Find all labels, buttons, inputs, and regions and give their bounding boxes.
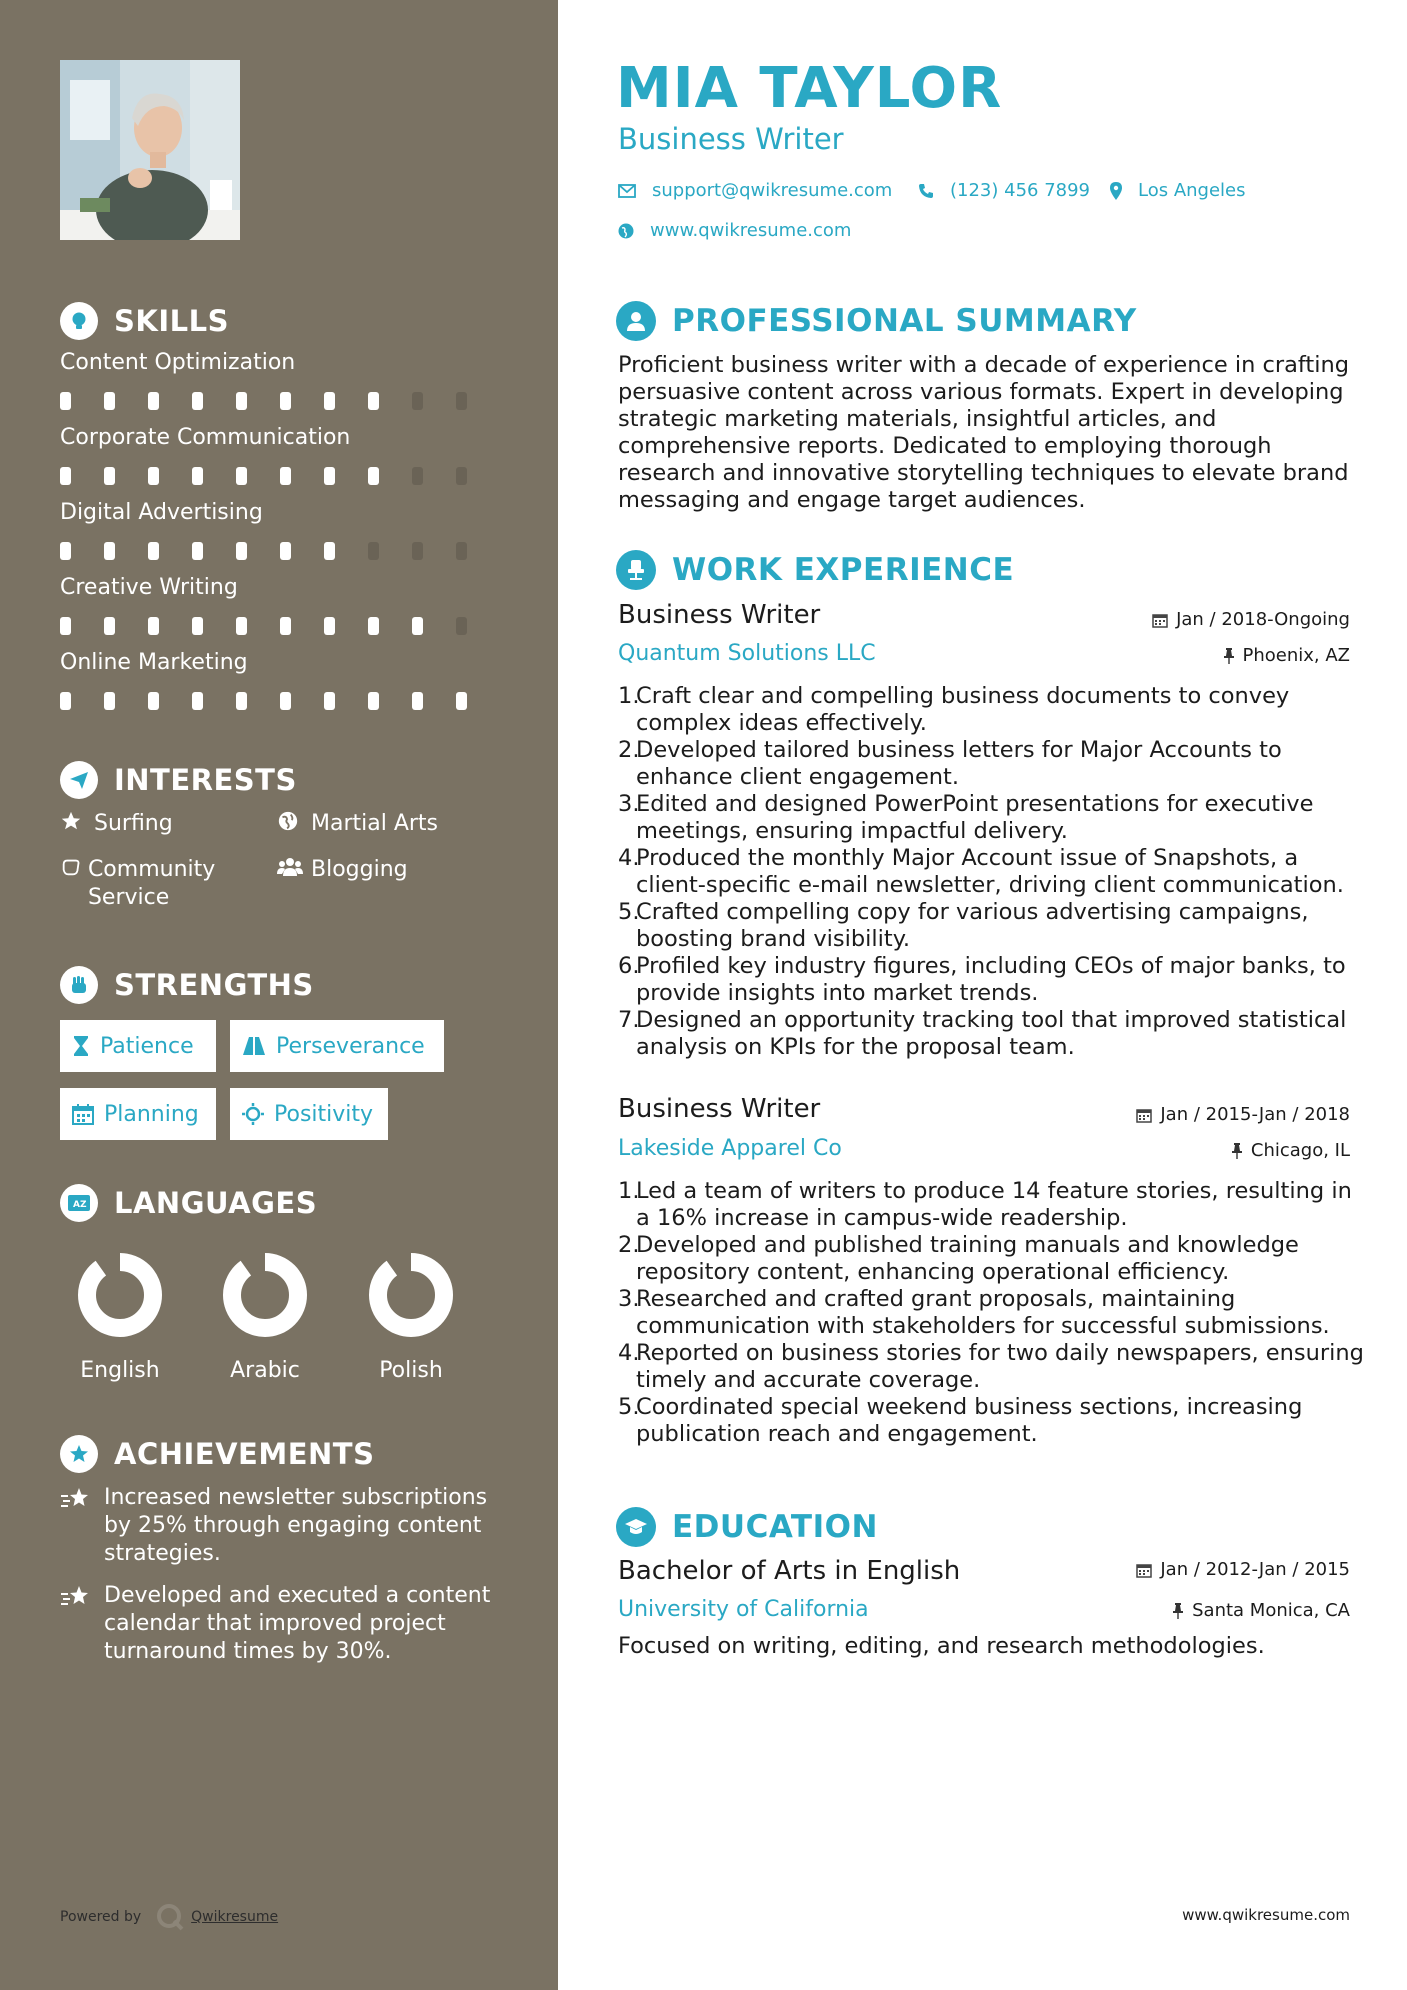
skill-dot-filled bbox=[236, 542, 247, 560]
skill-label: Digital Advertising bbox=[60, 500, 263, 525]
skill-dot-filled bbox=[148, 392, 159, 410]
skill-dot-filled bbox=[324, 617, 335, 635]
skill-dot-filled bbox=[280, 467, 291, 485]
skill-rating bbox=[60, 467, 500, 485]
skills-heading bbox=[60, 302, 229, 340]
strength-label: Positivity bbox=[274, 1101, 374, 1127]
job-location-text: Phoenix, AZ bbox=[1242, 645, 1350, 666]
achievement-item bbox=[60, 1484, 510, 1568]
skill-dot-filled bbox=[324, 392, 335, 410]
list-item: 5. Crafted compelling copy for various advertising campaigns, boosting brand visibility. bbox=[618, 899, 1309, 952]
skill-item bbox=[60, 650, 500, 710]
skill-dot-filled bbox=[280, 692, 291, 710]
achievements-title: ACHIEVEMENTS bbox=[114, 1437, 375, 1471]
interest-item bbox=[60, 856, 260, 912]
footer-website[interactable]: www.qwikresume.com bbox=[1182, 1906, 1350, 1924]
language-proficiency-ring bbox=[87, 1262, 153, 1328]
skill-dot-filled bbox=[368, 617, 379, 635]
skill-item bbox=[60, 575, 500, 635]
language-ring bbox=[220, 1250, 310, 1340]
job-location bbox=[1231, 1140, 1350, 1161]
shooting-star-icon bbox=[60, 1582, 104, 1666]
job-dates bbox=[1152, 609, 1350, 630]
skill-dot-empty bbox=[368, 542, 379, 560]
pushpin-icon bbox=[1223, 648, 1235, 664]
list-item: 5. Coordinated special weekend business sections, increasing publication reach and engagement. bbox=[618, 1394, 1303, 1447]
star-icon bbox=[60, 810, 90, 832]
skill-dot-filled bbox=[192, 542, 203, 560]
pushpin-icon bbox=[1172, 1603, 1184, 1619]
skill-dot-empty bbox=[412, 542, 423, 560]
phone-icon bbox=[918, 183, 934, 199]
skill-dot-empty bbox=[456, 467, 467, 485]
achievement-text: Increased newsletter subscriptions by 25% through engaging content strategies. bbox=[104, 1485, 488, 1566]
qwikresume-link[interactable]: Qwikresume bbox=[191, 1909, 279, 1925]
skill-dot-empty bbox=[412, 467, 423, 485]
sun-icon bbox=[242, 1103, 264, 1125]
skill-dot-filled bbox=[148, 692, 159, 710]
interests-title: INTERESTS bbox=[114, 763, 297, 797]
skill-dot-filled bbox=[60, 617, 71, 635]
skill-dot-filled bbox=[148, 617, 159, 635]
list-item: 4. Reported on business stories for two daily newspapers, ensuring timely and accurate coverage. bbox=[618, 1340, 1364, 1393]
list-item: 7. Designed an opportunity tracking tool that improved statistical analysis on KPIs for the proposal team. bbox=[618, 1007, 1347, 1060]
candidate-role: Business Writer bbox=[618, 122, 844, 156]
skill-item bbox=[60, 425, 500, 485]
list-item: 1. Led a team of writers to produce 14 feature stories, resulting in a 16% increase in campus-wide readership. bbox=[618, 1178, 1352, 1231]
language-proficiency-ring bbox=[378, 1262, 444, 1328]
map-pin-icon bbox=[1110, 182, 1122, 200]
email-text: support@qwikresume.com bbox=[652, 180, 893, 201]
job-location bbox=[1223, 645, 1351, 666]
powered-by-label: Powered by bbox=[60, 1909, 142, 1925]
shooting-star-icon bbox=[60, 1484, 104, 1568]
skill-label: Content Optimization bbox=[60, 350, 296, 375]
strengths-heading bbox=[60, 966, 314, 1004]
language-ring bbox=[75, 1250, 165, 1340]
list-item: 2. Developed tailored business letters for Major Accounts to enhance client engagement. bbox=[618, 737, 1282, 790]
hand-icon bbox=[60, 856, 84, 878]
phone-text: (123) 456 7899 bbox=[950, 180, 1091, 201]
list-item: 2. Developed and published training manuals and knowledge repository content, enhancing operational efficiency. bbox=[618, 1232, 1299, 1285]
skill-dot-filled bbox=[192, 692, 203, 710]
summary-title: PROFESSIONAL SUMMARY bbox=[672, 303, 1137, 339]
calendar-icon bbox=[72, 1103, 94, 1125]
road-icon bbox=[242, 1036, 266, 1056]
experience-title: WORK EXPERIENCE bbox=[672, 552, 1015, 588]
svg-text:A: A bbox=[73, 1200, 80, 1210]
globe-icon bbox=[277, 810, 307, 832]
skill-rating bbox=[60, 542, 500, 560]
svg-text:Z: Z bbox=[80, 1200, 87, 1210]
skill-dot-filled bbox=[280, 392, 291, 410]
skill-rating bbox=[60, 392, 500, 410]
strength-label: Patience bbox=[100, 1033, 194, 1059]
website-contact[interactable] bbox=[618, 220, 851, 241]
skill-dot-filled bbox=[324, 692, 335, 710]
language-label: English bbox=[80, 1358, 160, 1383]
skill-dot-filled bbox=[368, 467, 379, 485]
job-bullets bbox=[618, 1178, 1368, 1448]
education-dates bbox=[1136, 1559, 1350, 1580]
strength-badge bbox=[230, 1020, 444, 1072]
language-item bbox=[205, 1250, 325, 1383]
envelope-icon bbox=[618, 184, 636, 198]
job-company: Lakeside Apparel Co bbox=[618, 1136, 842, 1161]
skill-dot-filled bbox=[192, 467, 203, 485]
calendar-icon bbox=[1136, 1562, 1152, 1578]
education-title: EDUCATION bbox=[672, 1509, 878, 1545]
skill-dot-filled bbox=[104, 467, 115, 485]
website-text: www.qwikresume.com bbox=[650, 220, 852, 241]
skill-dot-filled bbox=[60, 692, 71, 710]
language-ring bbox=[366, 1250, 456, 1340]
calendar-icon bbox=[1136, 1107, 1152, 1123]
languages-heading bbox=[60, 1184, 317, 1222]
skill-dot-filled bbox=[324, 467, 335, 485]
candidate-name: MIA TAYLOR bbox=[616, 56, 1003, 121]
achievement-item bbox=[60, 1582, 510, 1666]
skill-dot-filled bbox=[412, 692, 423, 710]
skill-dot-filled bbox=[148, 542, 159, 560]
skill-dot-empty bbox=[412, 392, 423, 410]
job-title: Business Writer bbox=[618, 1094, 821, 1124]
list-item: 6. Profiled key industry figures, including CEOs of major banks, to provide insights into market trends. bbox=[618, 953, 1346, 1006]
skill-dot-filled bbox=[412, 617, 423, 635]
main-content bbox=[558, 0, 1407, 1990]
summary-text: Proficient business writer with a decade of experience in crafting persuasive content across various formats. Expert in developing strategic marketing materials, insightful articles, and comprehensive reports. Dedicated to employing thorough research and innovative storytelling techniques to elevate brand messaging and engage target audiences. bbox=[618, 352, 1350, 513]
education-dates-text: Jan / 2012-Jan / 2015 bbox=[1160, 1559, 1350, 1580]
lightbulb-icon bbox=[60, 302, 98, 340]
hourglass-icon bbox=[72, 1035, 90, 1057]
office-chair-icon bbox=[616, 550, 656, 590]
skill-dot-filled bbox=[192, 617, 203, 635]
skills-title: SKILLS bbox=[114, 304, 229, 338]
skill-dot-filled bbox=[148, 467, 159, 485]
skill-dot-filled bbox=[60, 467, 71, 485]
globe-icon bbox=[618, 223, 634, 239]
skill-dot-empty bbox=[456, 542, 467, 560]
job-bullets bbox=[618, 683, 1368, 1061]
skill-dot-filled bbox=[60, 542, 71, 560]
skill-dot-filled bbox=[236, 617, 247, 635]
language-proficiency-ring bbox=[232, 1262, 298, 1328]
paper-plane-icon bbox=[60, 761, 98, 799]
achievements-heading bbox=[60, 1435, 374, 1473]
skill-dot-filled bbox=[236, 392, 247, 410]
star-badge-icon bbox=[60, 1435, 98, 1473]
achievement-text: Developed and executed a content calendar that improved project turnaround times by 30%. bbox=[104, 1583, 491, 1664]
skill-dot-filled bbox=[280, 617, 291, 635]
interest-item bbox=[277, 856, 507, 884]
job-title: Business Writer bbox=[618, 600, 821, 630]
skill-item bbox=[60, 500, 500, 560]
job-location-text: Chicago, IL bbox=[1250, 1140, 1350, 1161]
graduation-cap-icon bbox=[616, 1507, 656, 1547]
strength-label: Perseverance bbox=[276, 1033, 425, 1059]
education-location bbox=[1172, 1600, 1350, 1621]
education-school: University of California bbox=[618, 1597, 869, 1622]
skill-dot-filled bbox=[104, 692, 115, 710]
language-item bbox=[351, 1250, 471, 1383]
strength-badge bbox=[60, 1088, 216, 1140]
pushpin-icon bbox=[1231, 1143, 1243, 1159]
list-item: 3. Edited and designed PowerPoint presentations for executive meetings, ensuring impactful delivery. bbox=[618, 791, 1314, 844]
interest-item bbox=[60, 810, 260, 838]
skill-rating bbox=[60, 617, 500, 635]
qwikresume-logo-icon bbox=[155, 1902, 185, 1932]
skill-dot-filled bbox=[104, 542, 115, 560]
skill-dot-filled bbox=[324, 542, 335, 560]
skill-dot-filled bbox=[192, 392, 203, 410]
location-contact bbox=[1110, 180, 1246, 201]
strength-badge bbox=[230, 1088, 388, 1140]
location-text: Los Angeles bbox=[1138, 180, 1246, 201]
language-label: Polish bbox=[379, 1358, 443, 1383]
list-item: 3. Researched and crafted grant proposals, maintaining communication with stakeholders for successful submissions. bbox=[618, 1286, 1330, 1339]
profile-photo bbox=[60, 60, 240, 240]
skill-dot-filled bbox=[280, 542, 291, 560]
users-icon bbox=[277, 856, 307, 878]
strength-badge bbox=[60, 1020, 216, 1072]
education-location-text: Santa Monica, CA bbox=[1192, 1600, 1350, 1621]
interest-item bbox=[277, 810, 507, 838]
skill-rating bbox=[60, 692, 500, 710]
skill-dot-empty bbox=[456, 617, 467, 635]
interest-label: Surfing bbox=[94, 811, 173, 836]
education-heading bbox=[616, 1507, 878, 1547]
calendar-icon bbox=[1152, 612, 1168, 628]
languages-title: LANGUAGES bbox=[114, 1186, 318, 1220]
job-dates-text: Jan / 2018-Ongoing bbox=[1176, 609, 1350, 630]
skill-dot-filled bbox=[104, 392, 115, 410]
interest-label: Martial Arts bbox=[311, 811, 439, 836]
skill-label: Online Marketing bbox=[60, 650, 248, 675]
list-item: 4. Produced the monthly Major Account issue of Snapshots, a client-specific e-mail newsletter, driving client communication. bbox=[618, 845, 1344, 898]
skill-dot-filled bbox=[236, 692, 247, 710]
experience-heading bbox=[616, 550, 1014, 590]
skill-dot-filled bbox=[368, 392, 379, 410]
language-item bbox=[60, 1250, 180, 1383]
strengths-title: STRENGTHS bbox=[114, 968, 314, 1002]
skill-dot-filled bbox=[236, 467, 247, 485]
phone-contact[interactable] bbox=[918, 180, 1090, 201]
strength-label: Planning bbox=[104, 1101, 199, 1127]
powered-by bbox=[60, 1902, 278, 1932]
skill-dot-filled bbox=[368, 692, 379, 710]
user-icon bbox=[616, 301, 656, 341]
language-label: Arabic bbox=[230, 1358, 300, 1383]
job-dates bbox=[1136, 1104, 1350, 1125]
skill-label: Creative Writing bbox=[60, 575, 238, 600]
interest-label: Community Service bbox=[87, 857, 216, 910]
sidebar bbox=[0, 0, 558, 1990]
summary-heading bbox=[616, 301, 1137, 341]
education-description: Focused on writing, editing, and research methodologies. bbox=[618, 1633, 1265, 1659]
interest-label: Blogging bbox=[311, 857, 408, 882]
translate-icon bbox=[60, 1184, 98, 1222]
skill-dot-empty bbox=[456, 392, 467, 410]
skill-label: Corporate Communication bbox=[60, 425, 351, 450]
job-company: Quantum Solutions LLC bbox=[618, 641, 876, 666]
interests-heading bbox=[60, 761, 297, 799]
skill-dot-filled bbox=[60, 392, 71, 410]
skill-dot-filled bbox=[456, 692, 467, 710]
email-contact[interactable] bbox=[618, 180, 892, 201]
skill-dot-filled bbox=[104, 617, 115, 635]
fist-icon bbox=[60, 966, 98, 1004]
job-dates-text: Jan / 2015-Jan / 2018 bbox=[1160, 1104, 1350, 1125]
list-item: 1. Craft clear and compelling business documents to convey complex ideas effectively. bbox=[618, 683, 1290, 736]
education-degree: Bachelor of Arts in English bbox=[618, 1556, 961, 1586]
skill-item bbox=[60, 350, 500, 410]
